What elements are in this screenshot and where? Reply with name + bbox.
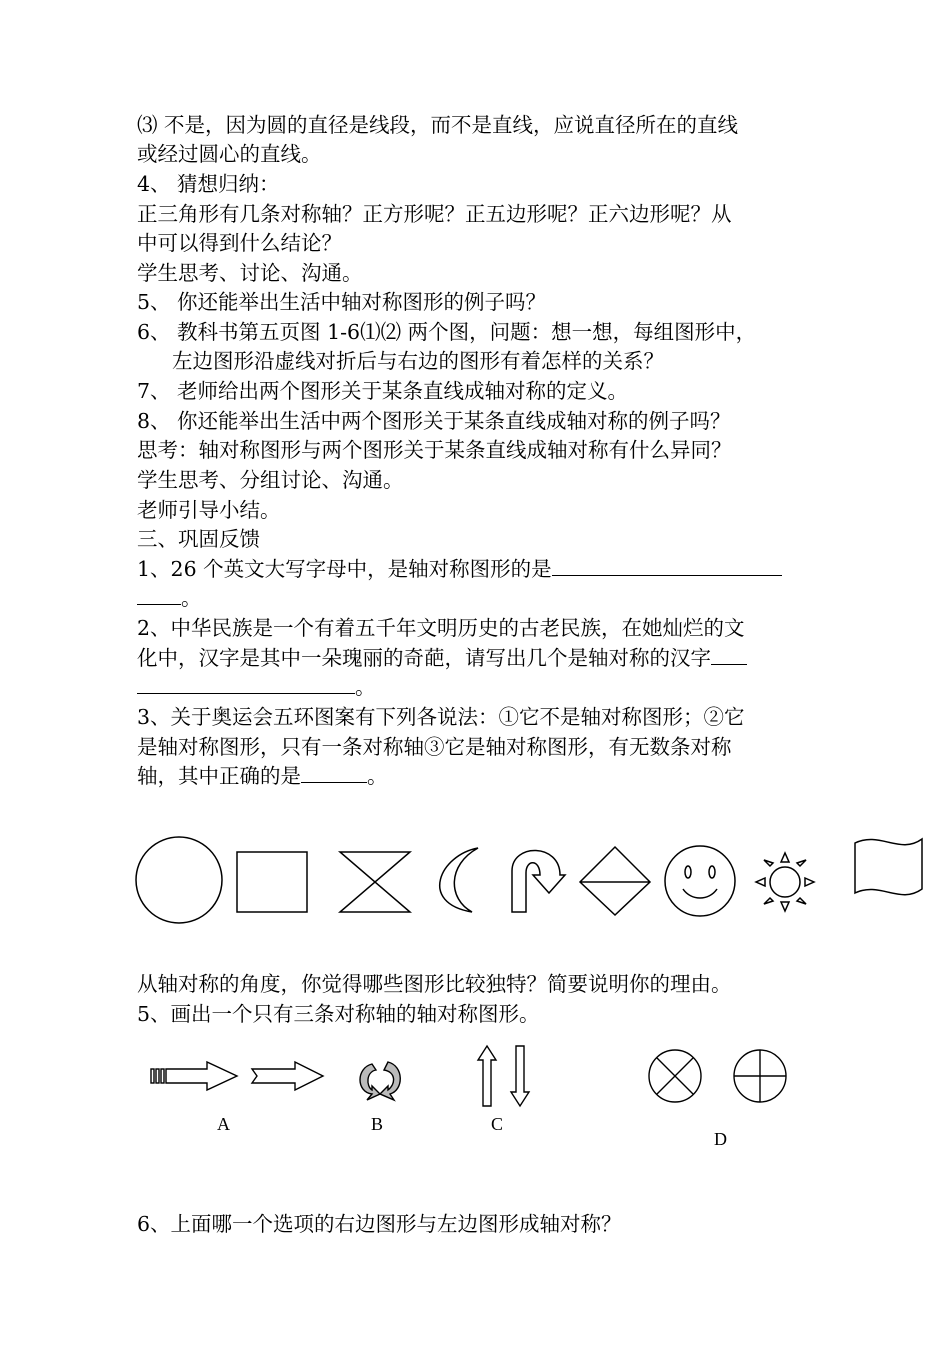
text-line: 从轴对称的角度，你觉得哪些图形比较独特？简要说明你的理由。 — [137, 972, 732, 996]
text-line: 思考：轴对称图形与两个图形关于某条直线成轴对称有什么异同？ — [137, 438, 732, 462]
hook-arrow-shape — [512, 850, 565, 912]
smiley-face-shape — [665, 846, 735, 916]
answer-blank[interactable] — [301, 762, 367, 783]
question-1 — [137, 555, 782, 584]
text-line: 5、画出一个只有三条对称轴的轴对称图形。 — [137, 1002, 540, 1026]
question-text: 。 — [367, 764, 388, 788]
option-b-figure — [360, 1062, 400, 1100]
question-1-cont — [137, 584, 202, 613]
answer-blank[interactable] — [137, 584, 181, 605]
crescent-shape — [440, 848, 478, 912]
option-b-label: B — [371, 1114, 384, 1134]
section-heading: 4、 猜想归纳： — [137, 172, 280, 196]
text-line: 学生思考、分组讨论、沟通。 — [137, 468, 404, 492]
option-a-label: A — [217, 1114, 230, 1134]
text-line: 6、上面哪一个选项的右边图形与左边图形成轴对称？ — [137, 1212, 622, 1236]
question-2: 2、中华民族是一个有着五千年文明历史的古老民族，在她灿烂的文 — [137, 616, 745, 640]
option-d-figure — [649, 1050, 786, 1102]
text-line: 5、 你还能举出生活中轴对称图形的例子吗？ — [137, 290, 547, 314]
text-line: 6、 教科书第五页图 1-6⑴⑵ 两个图，问题：想一想，每组图形中， — [137, 320, 757, 344]
question-3: 3、关于奥运会五环图案有下列各说法：①它不是轴对称图形；②它 — [137, 705, 745, 729]
answer-blank[interactable] — [552, 555, 782, 576]
text-line: 中可以得到什么结论？ — [137, 231, 342, 255]
question-text: 1、26 个英文大写字母中，是轴对称图形的是 — [137, 557, 552, 581]
section-heading: 三、巩固反馈 — [137, 527, 260, 551]
shapes-row — [0, 825, 950, 925]
sun-shape — [756, 853, 814, 911]
text-line: 或经过圆心的直线。 — [137, 142, 322, 166]
text-line: 左边图形沿虚线对折后与右边的图形有着怎样的关系？ — [172, 349, 664, 373]
circle-shape — [136, 837, 222, 923]
question-text: 。 — [181, 586, 202, 610]
question-2-cont — [137, 644, 747, 673]
text-line: 7、 老师给出两个图形关于某条直线成轴对称的定义。 — [137, 379, 629, 403]
text-line: 老师引导小结。 — [137, 498, 281, 522]
answer-blank[interactable] — [711, 644, 747, 665]
option-a-figure — [151, 1062, 323, 1090]
options-figures — [0, 1040, 950, 1120]
text-line: 学生思考、讨论、沟通。 — [137, 261, 363, 285]
question-3-cont: 是轴对称图形，只有一条对称轴③它是轴对称图形，有无数条对称 — [137, 735, 732, 759]
option-d-label: D — [714, 1129, 727, 1149]
text-line: ⑶ 不是，因为圆的直径是线段，而不是直线，应说直径所在的直线 — [137, 113, 739, 137]
hourglass-shape — [340, 852, 410, 912]
question-2-cont — [137, 673, 376, 702]
flag-shape — [855, 839, 922, 895]
square-shape — [237, 852, 307, 912]
option-c-figure — [478, 1046, 529, 1106]
answer-blank[interactable] — [137, 673, 355, 694]
text-line: 正三角形有几条对称轴？正方形呢？正五边形呢？正六边形呢？从 — [137, 202, 732, 226]
question-text: 化中，汉字是其中一朵瑰丽的奇葩，请写出几个是轴对称的汉字 — [137, 646, 711, 670]
text-line: 8、 你还能举出生活中两个图形关于某条直线成轴对称的例子吗？ — [137, 409, 731, 433]
question-3-cont — [137, 762, 388, 791]
question-text: 。 — [355, 675, 376, 699]
option-c-label: C — [491, 1114, 504, 1134]
question-text: 轴，其中正确的是 — [137, 764, 301, 788]
diamond-shape — [580, 847, 650, 915]
